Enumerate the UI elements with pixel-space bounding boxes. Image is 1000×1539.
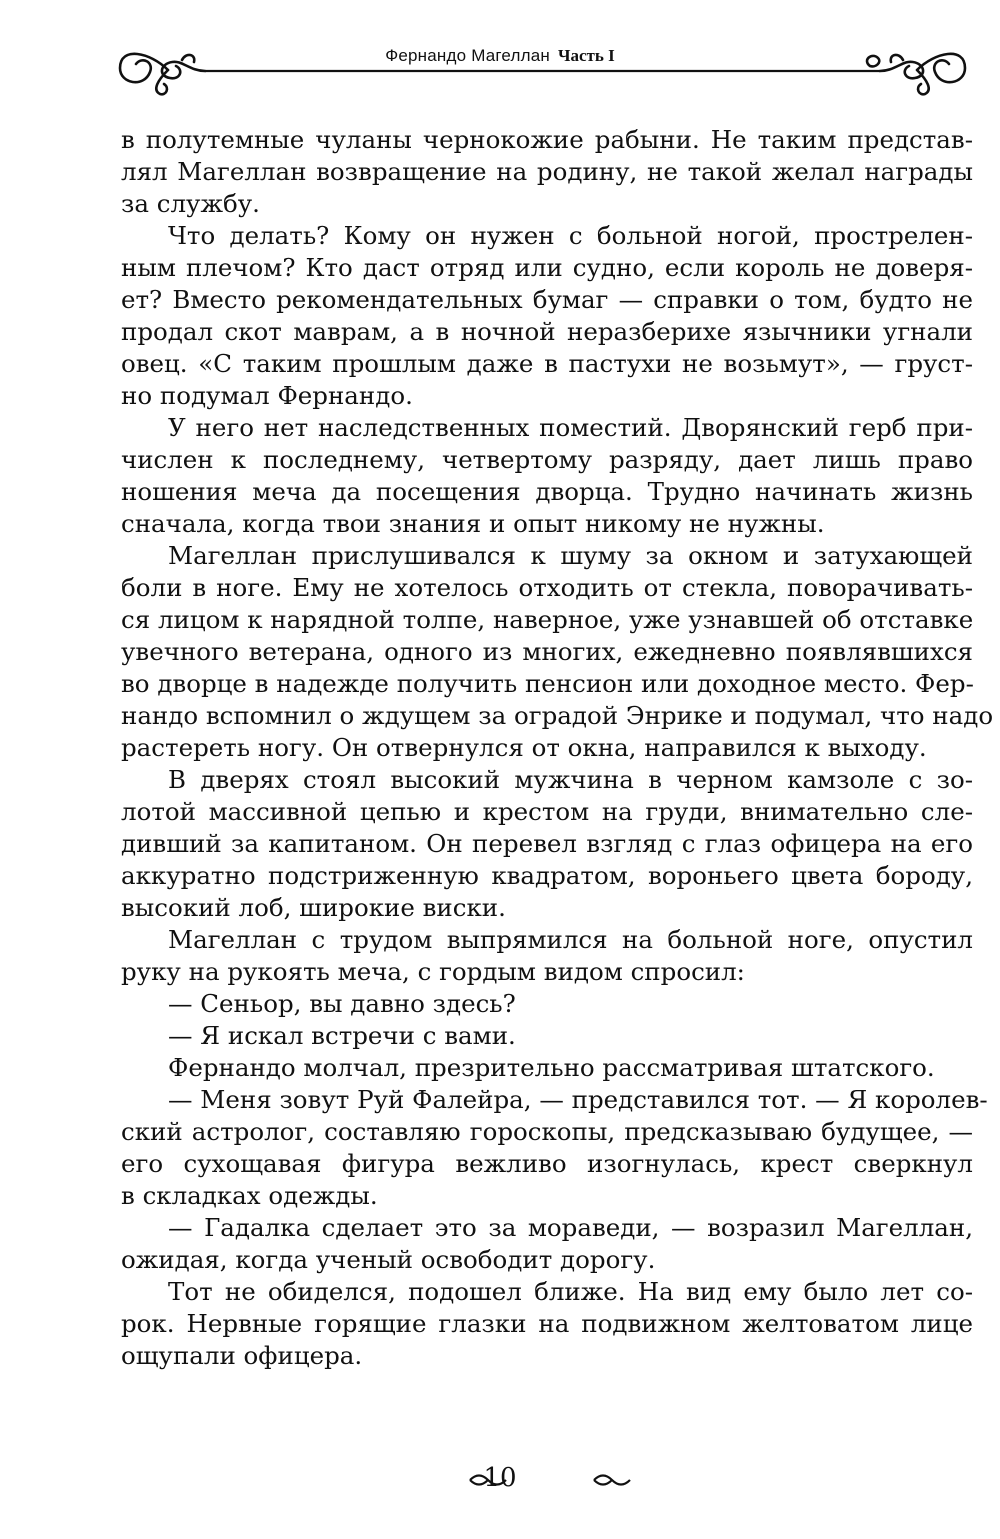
text-line: ношения меча да посещения дворца. Трудно начинать жизнь bbox=[121, 477, 973, 506]
text-line: в полутемные чуланы чернокожие рабыни. Не таким представ- bbox=[121, 125, 973, 154]
running-head-author: Фернандо Магеллан bbox=[385, 46, 551, 65]
text-line: ным плечом? Кто даст отряд или судно, если король не доверя- bbox=[121, 253, 973, 282]
text-line: Тот не обиделся, подошел ближе. На вид ему было лет со- bbox=[168, 1277, 973, 1306]
footer-ornament-right bbox=[592, 1470, 632, 1490]
text-line: лотой массивной цепью и крестом на груди, внимательно сле- bbox=[121, 797, 973, 826]
running-head-part: Часть I bbox=[558, 46, 615, 65]
text-line: ожидая, когда ученый освободит дорогу. bbox=[121, 1245, 656, 1274]
body-text bbox=[121, 124, 994, 1372]
text-line: ся лицом к нарядной толпе, наверное, уже узнавшей об отставке bbox=[121, 605, 974, 634]
text-line: Что делать? Кому он нужен с больной ногой, прострелен- bbox=[168, 221, 973, 250]
text-line: У него нет наследственных поместий. Дворянский герб при- bbox=[168, 413, 973, 442]
text-line: во дворце в надежде получить пенсион или доходное место. Фер- bbox=[121, 669, 974, 698]
page-number: 10 bbox=[483, 1463, 517, 1493]
text-line: продал скот маврам, а в ночной неразберихе язычники угнали bbox=[121, 317, 973, 346]
text-line: аккуратно подстриженную квадратом, вороньего цвета бороду, bbox=[121, 861, 973, 890]
text-line: овец. «С таким прошлым даже в пастухи не возьмут», — груст- bbox=[121, 349, 973, 378]
text-line: — Я искал встречи с вами. bbox=[168, 1021, 516, 1050]
text-line: руку на рукоять меча, с гордым видом спросил: bbox=[121, 957, 745, 986]
running-head bbox=[0, 46, 1000, 66]
text-line: — Гадалка сделает это за мораведи, — возразил Магеллан, bbox=[168, 1213, 973, 1242]
text-line: боли в ноге. Ему не хотелось отходить от стекла, поворачивать- bbox=[121, 573, 973, 602]
text-line: увечного ветерана, одного из многих, ежедневно появлявшихся bbox=[121, 637, 973, 666]
text-line: нандо вспомнил о ждущем за оградой Энрике и подумал, что надо bbox=[121, 701, 994, 730]
text-line: Магеллан прислушивался к шуму за окном и затухающей bbox=[168, 541, 973, 570]
page-header bbox=[0, 0, 1000, 110]
text-line: лял Магеллан возвращение на родину, не такой желал награды bbox=[121, 157, 973, 186]
text-line: за службу. bbox=[121, 189, 260, 218]
text-line: ощупали офицера. bbox=[121, 1341, 363, 1370]
text-line: Магеллан с трудом выпрямился на больной ноге, опустил bbox=[168, 925, 973, 954]
text-line: его сухощавая фигура вежливо изогнулась, крест сверкнул bbox=[121, 1149, 973, 1178]
text-line: высокий лоб, широкие виски. bbox=[121, 893, 506, 922]
text-line: но подумал Фернандо. bbox=[121, 381, 413, 410]
text-line: дивший за капитаном. Он перевел взгляд с глаз офицера на его bbox=[121, 829, 973, 858]
text-line: ет? Вместо рекомендательных бумаг — справки о том, будто не bbox=[121, 285, 973, 314]
text-line: — Меня зовут Руй Фалейра, — представился тот. — Я королев- bbox=[168, 1085, 988, 1114]
page-footer bbox=[0, 1460, 1000, 1500]
text-line: Фернандо молчал, презрительно рассматривая штатского. bbox=[168, 1053, 935, 1082]
text-line: сначала, когда твои знания и опыт никому не нужны. bbox=[121, 509, 825, 538]
text-line: растереть ногу. Он отвернулся от окна, направился к выходу. bbox=[121, 733, 927, 762]
text-line: рок. Нервные горящие глазки на подвижном желтоватом лице bbox=[121, 1309, 973, 1338]
text-line: числен к последнему, четвертому разряду, дает лишь право bbox=[121, 445, 973, 474]
text-line: в складках одежды. bbox=[121, 1181, 378, 1210]
text-line: В дверях стоял высокий мужчина в черном камзоле с зо- bbox=[168, 765, 973, 794]
text-line: — Сеньор, вы давно здесь? bbox=[168, 989, 516, 1018]
text-line: ский астролог, составляю гороскопы, предсказываю будущее, — bbox=[121, 1117, 973, 1146]
